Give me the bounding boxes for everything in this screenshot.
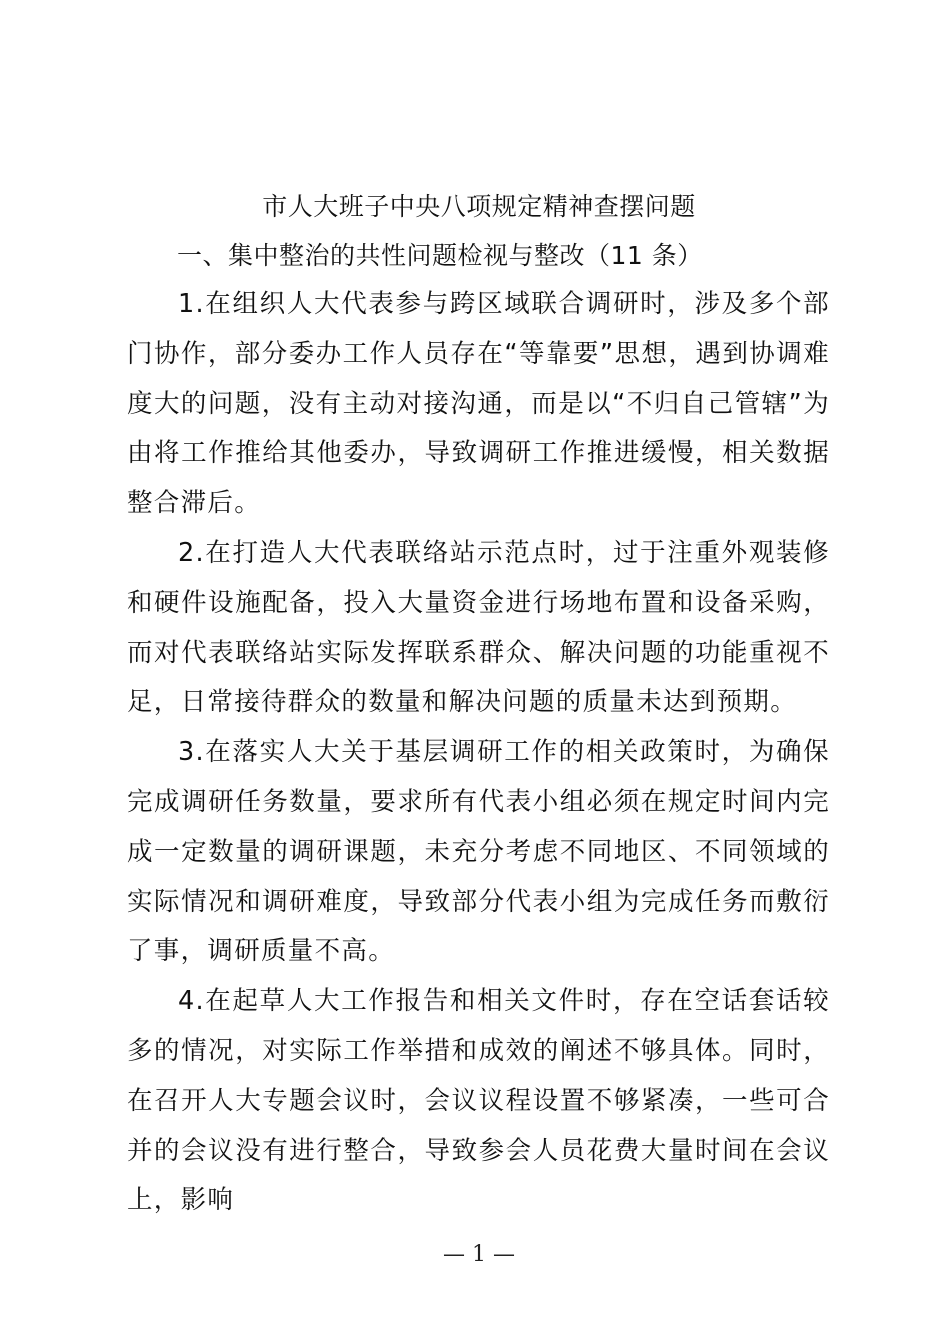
section-heading: 一、集中整治的共性问题检视与整改（11 条）: [177, 241, 703, 270]
page-number: — 1 —: [443, 1242, 515, 1267]
paragraph-3: 3.在落实人大关于基层调研工作的相关政策时，为确保完成调研任务数量，要求所有代表小组必须在规定时间内完成一定数量的调研课题，未充分考虑不同地区、不同领域的实际情况和调研难度，导致部分代表小组为完成任务而敷衍了事，调研质量不高。: [127, 737, 830, 967]
document-title: 市人大班子中央八项规定精神查摆问题: [262, 192, 696, 221]
document-body: [127, 280, 830, 1226]
paragraph-1: 1.在组织人大代表参与跨区域联合调研时，涉及多个部门协作，部分委办工作人员存在“等靠要”思想，遇到协调难度大的问题，没有主动对接沟通，而是以“不归自己管辖”为由将工作推给其他委办，导致调研工作推进缓慢，相关数据整合滞后。: [127, 289, 830, 519]
paragraph-4: 4.在起草人大工作报告和相关文件时，存在空话套话较多的情况，对实际工作举措和成效的阐述不够具体。同时，在召开人大专题会议时，会议议程设置不够紧凑，一些可合并的会议没有进行整合，导致参会人员花费大量时间在会议上，影响: [127, 986, 830, 1216]
paragraph-2: 2.在打造人大代表联络站示范点时，过于注重外观装修和硬件设施配备，投入大量资金进行场地布置和设备采购，而对代表联络站实际发挥联系群众、解决问题的功能重视不足，日常接待群众的数量和解决问题的质量未达到预期。: [127, 537, 830, 718]
